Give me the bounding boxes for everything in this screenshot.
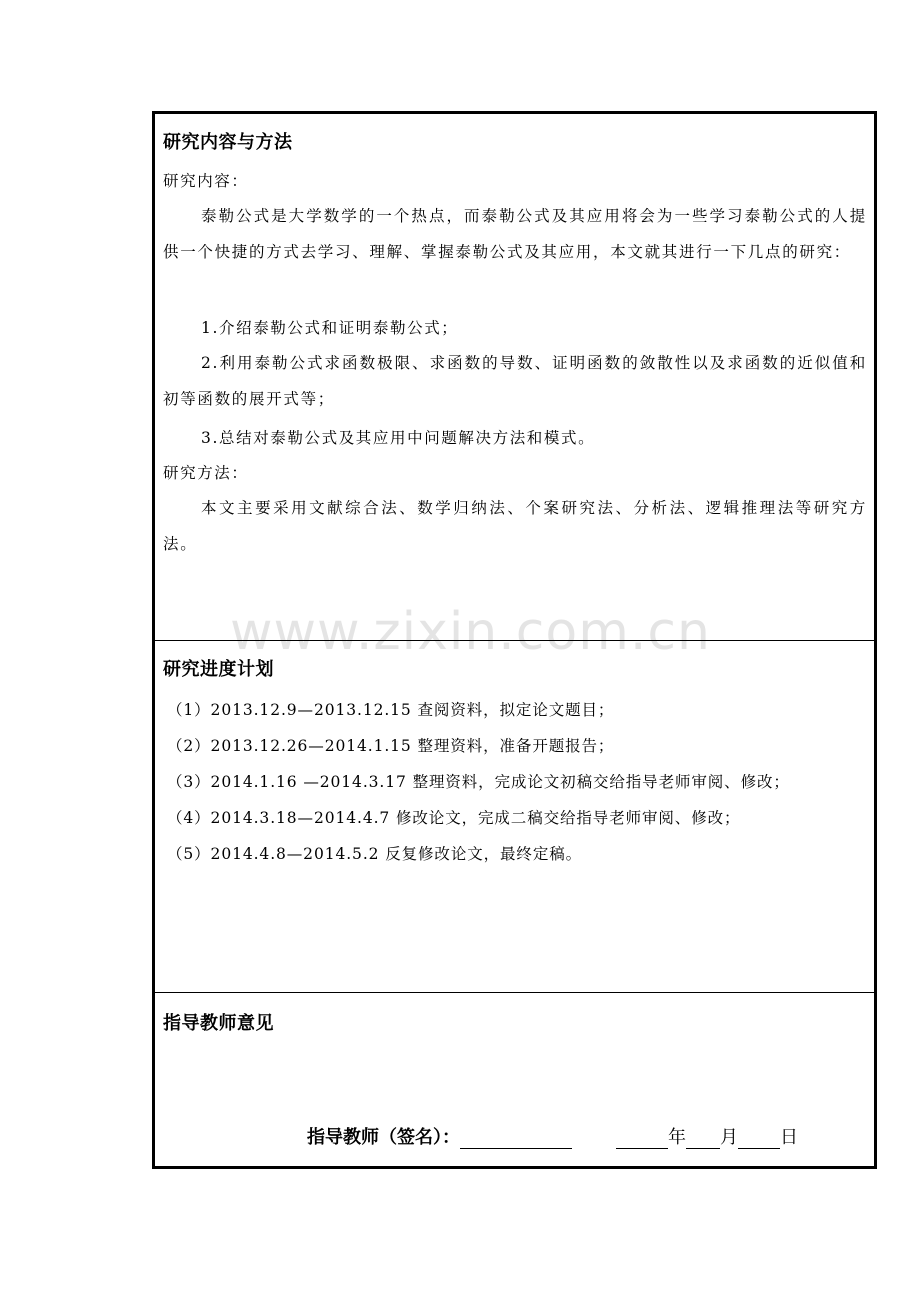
content-item-3: 3.总结对泰勒公式及其应用中问题解决方法和模式。 [201,429,596,447]
signature-row [307,1123,798,1149]
section-title: 指导教师意见 [163,1013,274,1034]
schedule-item-1: （1）2013.12.9—2013.12.15 查阅资料，拟定论文题目； [167,701,615,719]
schedule-item-2: （2）2013.12.26—2014.1.15 整理资料，准备开题报告； [167,737,615,755]
schedule-item-5: （5）2014.4.8—2014.5.2 反复修改论文，最终定稿。 [167,845,583,863]
content-label: 研究内容： [163,172,249,190]
schedule-item-4: （4）2014.3.18—2014.4.7 修改论文，完成二稿交给指导老师审阅、修改； [167,809,741,827]
day-blank[interactable] [738,1128,780,1149]
content-item-2: 2.利用泰勒公式求函数极限、求函数的导数、证明函数的敛散性以及求函数的近似值和初等函数的展开式等； [163,354,867,408]
year-blank[interactable] [616,1128,668,1149]
schedule-item-3: （3）2014.1.16 —2014.3.17 整理资料，完成论文初稿交给指导老师审阅、修改； [167,773,790,791]
year-label: 年 [668,1127,686,1148]
research-content-section [155,114,874,641]
day-label: 日 [780,1127,798,1148]
section-title: 研究进度计划 [163,659,274,680]
signature-label: 指导教师（签名）： [307,1127,460,1148]
method-label: 研究方法： [163,464,249,482]
signature-blank[interactable] [460,1128,572,1149]
watermark: www.zixin.com.cn [230,602,711,662]
month-blank[interactable] [686,1128,720,1149]
schedule-section [155,641,874,993]
section-title: 研究内容与方法 [163,132,293,153]
method-paragraph: 本文主要采用文献综合法、数学归纳法、个案研究法、分析法、逻辑推理法等研究方法。 [163,499,867,553]
intro-paragraph: 泰勒公式是大学数学的一个热点，而泰勒公式及其应用将会为一些学习泰勒公式的人提供一个快捷的方式去学习、理解、掌握泰勒公式及其应用，本文就其进行一下几点的研究： [163,207,867,261]
month-label: 月 [720,1127,738,1148]
proposal-form-table [152,111,877,1169]
content-item-1: 1.介绍泰勒公式和证明泰勒公式； [201,319,459,337]
